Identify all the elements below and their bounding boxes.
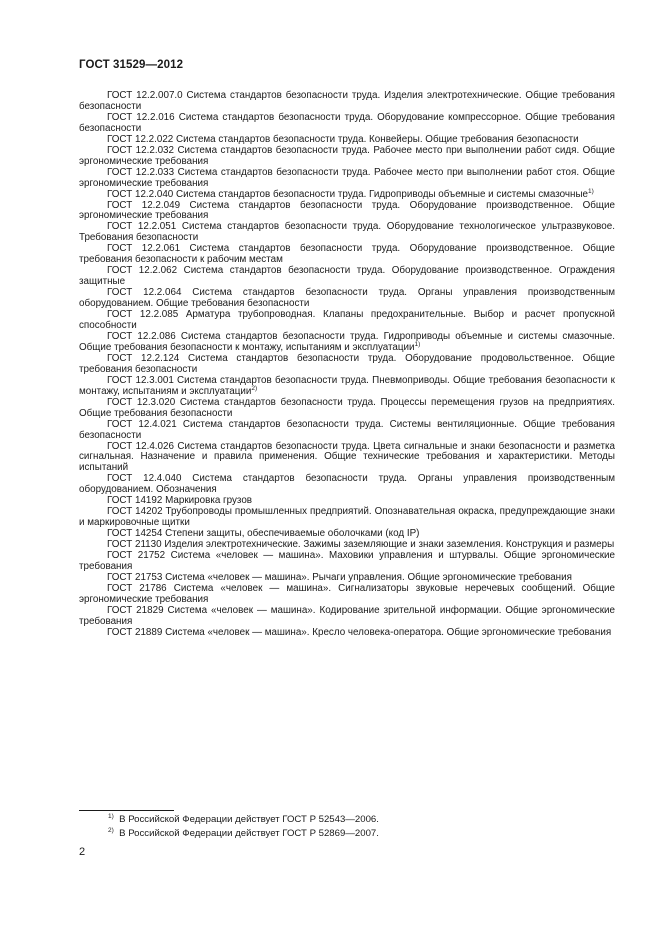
reference-entry: [79, 507, 615, 529]
footnote-ref: 1): [588, 187, 594, 195]
reference-text: ГОСТ 12.2.032 Система стандартов безопасности труда. Рабочее место при выполнении работ сидя. Общие эргономические требования: [79, 144, 615, 167]
footnote-ref: 2): [251, 384, 258, 392]
footnote-separator: [79, 810, 174, 811]
reference-text: ГОСТ 12.2.016 Система стандартов безопасности труда. Оборудование компрессорное. Общие требования безопасности: [79, 111, 615, 134]
reference-text: ГОСТ 14202 Трубопроводы промышленных предприятий. Опознавательная окраска, предупреждающие знаки и маркировочные щитки: [79, 506, 615, 529]
footnote-1-text: В Российской Федерации действует ГОСТ Р 52543—2006.: [119, 814, 379, 825]
reference-text: ГОСТ 21889 Система «человек — машина». Кресло человека-оператора. Общие эргономические требования: [107, 626, 612, 638]
reference-entry: [79, 584, 615, 606]
reference-entry: [79, 551, 615, 573]
reference-entry: [79, 398, 615, 420]
reference-entry: [79, 420, 615, 442]
reference-text: ГОСТ 14254 Степени защиты, обеспечиваемые оболочками (код IP): [107, 528, 420, 540]
page-number: 2: [79, 846, 86, 858]
document-header: ГОСТ 31529—2012: [79, 59, 184, 71]
reference-text: ГОСТ 12.2.022 Система стандартов безопасности труда. Конвейеры. Общие требования безопасности: [107, 133, 579, 145]
reference-entry: [79, 222, 615, 244]
reference-text: ГОСТ 21786 Система «человек — машина». Сигнализаторы звуковые неречевых сообщений. Общие эргономические требования: [79, 582, 615, 605]
reference-entry: [79, 606, 615, 628]
footnote-2-text: В Российской Федерации действует ГОСТ Р 52869—2007.: [119, 828, 379, 839]
footnote-1-mark: 1): [108, 813, 114, 820]
reference-entry: [79, 146, 615, 168]
reference-text: ГОСТ 12.4.026 Система стандартов безопасности труда. Цвета сигнальные и знаки безопасности и разметка сигнальная. Назначение и правила применения. Общие технические требования и характеристики. Методы испытаний: [79, 440, 615, 474]
reference-entry: [79, 113, 615, 135]
reference-entry: [79, 266, 615, 288]
footnote-2: [108, 828, 379, 839]
reference-entry: [79, 354, 615, 376]
reference-text: ГОСТ 12.2.033 Система стандартов безопасности труда. Рабочее место при выполнении работ стоя. Общие эргономические требования: [79, 166, 615, 189]
reference-text: ГОСТ 14192 Маркировка грузов: [107, 495, 253, 507]
reference-text: ГОСТ 21130 Изделия электротехнические. Зажимы заземляющие и знаки заземления. Конструкция и размеры: [107, 539, 615, 551]
reference-text: ГОСТ 12.2.064 Система стандартов безопасности труда. Органы управления производственным оборудованием. Общие требования безопасности: [79, 287, 615, 310]
reference-text: ГОСТ 21753 Система «человек — машина». Рычаги управления. Общие эргономические требования: [107, 571, 572, 583]
reference-entry: [79, 168, 615, 190]
reference-text: ГОСТ 21752 Система «человек — машина». Маховики управления и штурвалы. Общие эргономические требования: [79, 550, 615, 572]
reference-entry: [79, 474, 615, 496]
reference-text: ГОСТ 12.2.061 Система стандартов безопасности труда. Оборудование производственное. Общие требования безопасности к рабочим местам: [79, 243, 615, 266]
reference-entry: [79, 442, 615, 475]
reference-text: ГОСТ 12.2.124 Система стандартов безопасности труда. Оборудование продовольственное. Общие требования безопасности: [79, 352, 615, 375]
reference-text: ГОСТ 12.2.062 Система стандартов безопасности труда. Оборудование производственное. Ограждения защитные: [79, 265, 615, 288]
reference-text: ГОСТ 12.4.040 Система стандартов безопасности труда. Органы управления производственным оборудованием. Обозначения: [79, 473, 615, 496]
reference-entry: [79, 244, 615, 266]
reference-entry: [79, 288, 615, 310]
reference-entry: [79, 332, 615, 354]
footnote-2-mark: 2): [108, 827, 114, 834]
reference-entry: [79, 201, 615, 223]
reference-text: ГОСТ 12.2.086 Система стандартов безопасности труда. Гидроприводы объемные и системы смазочные. Общие требования безопасности к монтажу, испытаниям и эксплуатации: [79, 330, 615, 353]
reference-entry: [79, 376, 615, 398]
reference-text: ГОСТ 12.3.020 Система стандартов безопасности труда. Процессы перемещения грузов на предприятиях. Общие требования безопасности: [79, 396, 615, 419]
reference-entry: [79, 91, 615, 113]
reference-text: ГОСТ 21829 Система «человек — машина». Кодирование зрительной информации. Общие эргономические требования: [79, 604, 615, 627]
reference-text: ГОСТ 12.2.051 Система стандартов безопасности труда. Оборудование технологическое ультразвуковое. Требования безопасности: [79, 221, 615, 244]
reference-text: ГОСТ 12.2.085 Арматура трубопроводная. Клапаны предохранительные. Выбор и расчет пропускной способности: [79, 309, 615, 332]
footnote-1: [108, 814, 379, 825]
reference-text: ГОСТ 12.2.049 Система стандартов безопасности труда. Оборудование производственное. Общие эргономические требования: [79, 199, 615, 222]
reference-entry: [79, 310, 615, 332]
reference-text: ГОСТ 12.4.021 Система стандартов безопасности труда. Системы вентиляционные. Общие требования безопасности: [79, 418, 615, 441]
normative-references-list: [79, 91, 615, 639]
reference-text: ГОСТ 12.3.001 Система стандартов безопасности труда. Пневмоприводы. Общие требования безопасности к монтажу, испытаниям и эксплуатации: [79, 374, 615, 397]
reference-text: ГОСТ 12.2.007.0 Система стандартов безопасности труда. Изделия электротехнические. Общие требования безопасности: [79, 90, 615, 112]
footnote-ref: 1): [414, 340, 421, 348]
reference-entry: [79, 628, 615, 639]
reference-text: ГОСТ 12.2.040 Система стандартов безопасности труда. Гидроприводы объемные и системы смазочные: [107, 188, 589, 200]
